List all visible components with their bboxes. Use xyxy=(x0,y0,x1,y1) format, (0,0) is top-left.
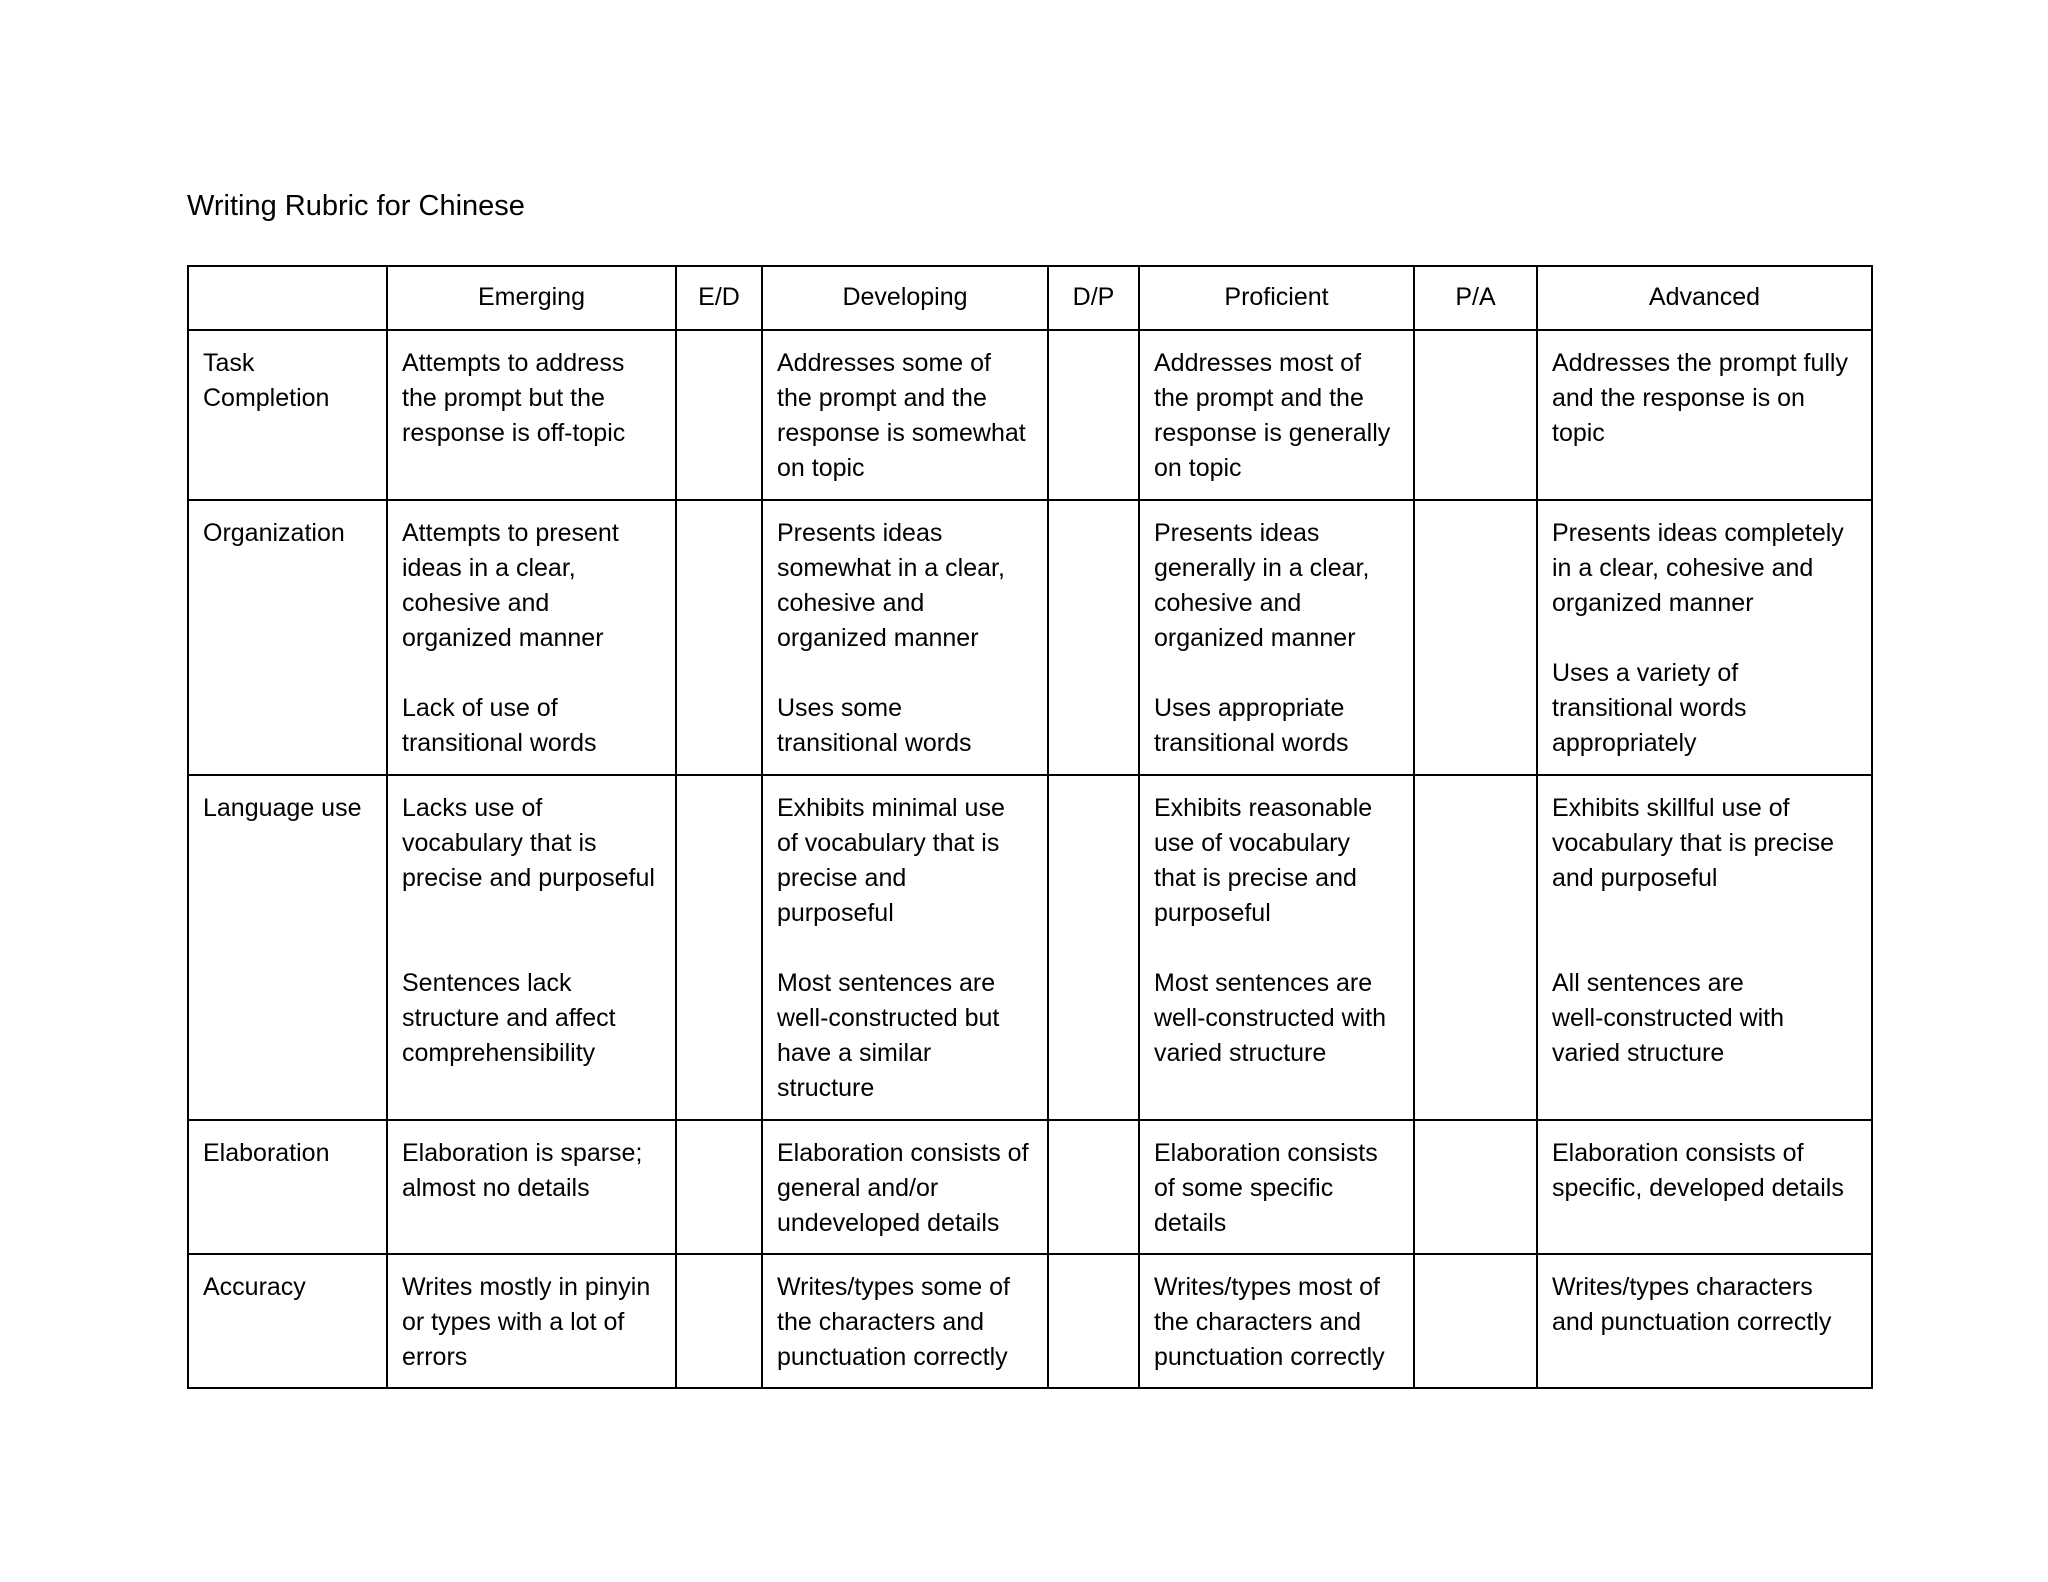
cell-line xyxy=(1154,656,1399,691)
cell-emerging xyxy=(387,775,676,1120)
cell-line: topic xyxy=(1552,419,1605,447)
cell-dp xyxy=(1048,500,1139,775)
header-proficient: Proficient xyxy=(1139,266,1414,330)
cell-line: varied structure xyxy=(1552,1039,1725,1067)
cell-line: transitional words xyxy=(402,729,597,757)
cell-line: Lack of use of xyxy=(402,694,558,722)
cell-developing xyxy=(762,775,1048,1120)
cell-line: Completion xyxy=(203,384,330,412)
cell-line: use of vocabulary xyxy=(1154,829,1350,857)
cell-line: Uses a variety of xyxy=(1552,659,1739,687)
cell-line: Task xyxy=(203,349,255,377)
cell-line: precise and xyxy=(777,864,907,892)
cell-criterion xyxy=(188,1120,387,1254)
cell-pa xyxy=(1414,775,1537,1120)
cell-line: vocabulary that is precise xyxy=(1552,829,1835,857)
cell-line: response is generally xyxy=(1154,419,1391,447)
cell-line: Exhibits skillful use of xyxy=(1552,794,1790,822)
cell-line xyxy=(777,931,1033,966)
cell-ed xyxy=(676,1254,762,1388)
cell-line: Attempts to present xyxy=(402,519,619,547)
cell-proficient xyxy=(1139,1120,1414,1254)
cell-dp xyxy=(1048,775,1139,1120)
cell-line: structure and affect xyxy=(402,1004,616,1032)
cell-line: the prompt but the xyxy=(402,384,605,412)
cell-proficient xyxy=(1139,330,1414,500)
cell-criterion xyxy=(188,1254,387,1388)
cell-dp xyxy=(1048,1254,1139,1388)
cell-line: transitional words xyxy=(777,729,972,757)
cell-pa xyxy=(1414,330,1537,500)
header-criterion xyxy=(188,266,387,330)
table-row xyxy=(188,775,1872,1120)
cell-line: punctuation correctly xyxy=(1154,1343,1385,1371)
cell-pa xyxy=(1414,1120,1537,1254)
table-row xyxy=(188,1120,1872,1254)
cell-line: Presents ideas completely xyxy=(1552,519,1844,547)
cell-developing xyxy=(762,330,1048,500)
cell-emerging xyxy=(387,1120,676,1254)
cell-line: Elaboration consists of xyxy=(1552,1139,1804,1167)
cell-line: structure xyxy=(777,1074,875,1102)
header-pa: P/A xyxy=(1414,266,1537,330)
cell-proficient xyxy=(1139,775,1414,1120)
cell-line: Most sentences are xyxy=(777,969,996,997)
cell-line xyxy=(402,931,661,966)
cell-pa xyxy=(1414,500,1537,775)
cell-line xyxy=(1552,896,1857,931)
cell-line: of vocabulary that is xyxy=(777,829,1000,857)
cell-line: Lacks use of xyxy=(402,794,543,822)
cell-line xyxy=(1154,931,1399,966)
cell-line: Uses appropriate xyxy=(1154,694,1345,722)
cell-line: organized manner xyxy=(777,624,979,652)
cell-line: Organization xyxy=(203,519,345,547)
cell-line xyxy=(777,656,1033,691)
cell-line: and the response is on xyxy=(1552,384,1805,412)
cell-line: on topic xyxy=(777,454,865,482)
cell-line: Elaboration is sparse; xyxy=(402,1139,643,1167)
cell-line: the prompt and the xyxy=(777,384,987,412)
cell-line: cohesive and xyxy=(402,589,550,617)
cell-line: response is off-topic xyxy=(402,419,626,447)
cell-criterion xyxy=(188,775,387,1120)
cell-line: Most sentences are xyxy=(1154,969,1373,997)
cell-line: Writes/types characters xyxy=(1552,1273,1813,1301)
cell-pa xyxy=(1414,1254,1537,1388)
header-developing: Developing xyxy=(762,266,1048,330)
cell-advanced xyxy=(1537,1120,1872,1254)
cell-line: the characters and xyxy=(1154,1308,1362,1336)
cell-line: or types with a lot of xyxy=(402,1308,625,1336)
cell-line: varied structure xyxy=(1154,1039,1327,1067)
cell-line: precise and purposeful xyxy=(402,864,655,892)
cell-line: Elaboration consists xyxy=(1154,1139,1378,1167)
rubric-table xyxy=(187,265,1873,1389)
cell-line: Uses some xyxy=(777,694,903,722)
cell-line: general and/or xyxy=(777,1174,939,1202)
cell-line: details xyxy=(1154,1209,1227,1237)
cell-line: Exhibits reasonable xyxy=(1154,794,1373,822)
cell-line: Addresses the prompt fully xyxy=(1552,349,1848,377)
cell-line: well-constructed with xyxy=(1154,1004,1387,1032)
cell-line: ideas in a clear, xyxy=(402,554,576,582)
table-row xyxy=(188,330,1872,500)
header-ed: E/D xyxy=(676,266,762,330)
cell-emerging xyxy=(387,1254,676,1388)
cell-line: Elaboration xyxy=(203,1139,330,1167)
cell-line xyxy=(1552,931,1857,966)
cell-line: Presents ideas xyxy=(777,519,943,547)
cell-line: Exhibits minimal use xyxy=(777,794,1005,822)
cell-advanced xyxy=(1537,500,1872,775)
cell-line: Attempts to address xyxy=(402,349,625,377)
table-row xyxy=(188,1254,1872,1388)
cell-line: the prompt and the xyxy=(1154,384,1364,412)
cell-line: errors xyxy=(402,1343,468,1371)
cell-criterion xyxy=(188,330,387,500)
cell-line: appropriately xyxy=(1552,729,1697,757)
cell-dp xyxy=(1048,330,1139,500)
cell-line: and punctuation correctly xyxy=(1552,1308,1832,1336)
cell-line: Writes/types some of xyxy=(777,1273,1010,1301)
cell-line: on topic xyxy=(1154,454,1242,482)
cell-developing xyxy=(762,500,1048,775)
cell-line: vocabulary that is xyxy=(402,829,597,857)
cell-ed xyxy=(676,330,762,500)
cell-line: Writes/types most of xyxy=(1154,1273,1380,1301)
cell-line: that is precise and xyxy=(1154,864,1357,892)
cell-advanced xyxy=(1537,775,1872,1120)
cell-line: have a similar xyxy=(777,1039,932,1067)
cell-developing xyxy=(762,1120,1048,1254)
cell-line: purposeful xyxy=(1154,899,1271,927)
rubric-body xyxy=(188,330,1872,1388)
cell-criterion xyxy=(188,500,387,775)
cell-line: of some specific xyxy=(1154,1174,1334,1202)
cell-line xyxy=(1552,621,1857,656)
cell-line: punctuation correctly xyxy=(777,1343,1008,1371)
cell-ed xyxy=(676,1120,762,1254)
cell-line: well-constructed but xyxy=(777,1004,1000,1032)
cell-line: Elaboration consists of xyxy=(777,1139,1029,1167)
header-row xyxy=(188,266,1872,330)
cell-line: response is somewhat xyxy=(777,419,1026,447)
cell-line: generally in a clear, xyxy=(1154,554,1370,582)
cell-line xyxy=(402,896,661,931)
cell-ed xyxy=(676,775,762,1120)
cell-line: well-constructed with xyxy=(1552,1004,1785,1032)
cell-line: All sentences are xyxy=(1552,969,1744,997)
cell-line: and purposeful xyxy=(1552,864,1718,892)
header-emerging: Emerging xyxy=(387,266,676,330)
cell-advanced xyxy=(1537,1254,1872,1388)
cell-line: transitional words xyxy=(1552,694,1747,722)
cell-line: the characters and xyxy=(777,1308,985,1336)
cell-line: organized manner xyxy=(1552,589,1754,617)
header-advanced: Advanced xyxy=(1537,266,1872,330)
cell-line: organized manner xyxy=(402,624,604,652)
header-dp: D/P xyxy=(1048,266,1139,330)
cell-line: specific, developed details xyxy=(1552,1174,1844,1202)
cell-line: Sentences lack xyxy=(402,969,572,997)
cell-dp xyxy=(1048,1120,1139,1254)
cell-line: somewhat in a clear, xyxy=(777,554,1005,582)
cell-line: organized manner xyxy=(1154,624,1356,652)
page-title: Writing Rubric for Chinese xyxy=(187,190,525,222)
cell-line xyxy=(402,656,661,691)
cell-line: Language use xyxy=(203,794,362,822)
cell-line: Presents ideas xyxy=(1154,519,1320,547)
cell-ed xyxy=(676,500,762,775)
cell-advanced xyxy=(1537,330,1872,500)
cell-proficient xyxy=(1139,500,1414,775)
cell-line: Addresses most of xyxy=(1154,349,1362,377)
cell-proficient xyxy=(1139,1254,1414,1388)
cell-line: comprehensibility xyxy=(402,1039,596,1067)
table-row xyxy=(188,500,1872,775)
cell-line: cohesive and xyxy=(777,589,925,617)
cell-emerging xyxy=(387,330,676,500)
cell-line: in a clear, cohesive and xyxy=(1552,554,1814,582)
cell-line: Addresses some of xyxy=(777,349,991,377)
cell-line: transitional words xyxy=(1154,729,1349,757)
cell-line: Writes mostly in pinyin xyxy=(402,1273,651,1301)
cell-line: purposeful xyxy=(777,899,894,927)
cell-line: Accuracy xyxy=(203,1273,306,1301)
cell-line: undeveloped details xyxy=(777,1209,1000,1237)
cell-developing xyxy=(762,1254,1048,1388)
cell-line: almost no details xyxy=(402,1174,590,1202)
cell-emerging xyxy=(387,500,676,775)
cell-line: cohesive and xyxy=(1154,589,1302,617)
